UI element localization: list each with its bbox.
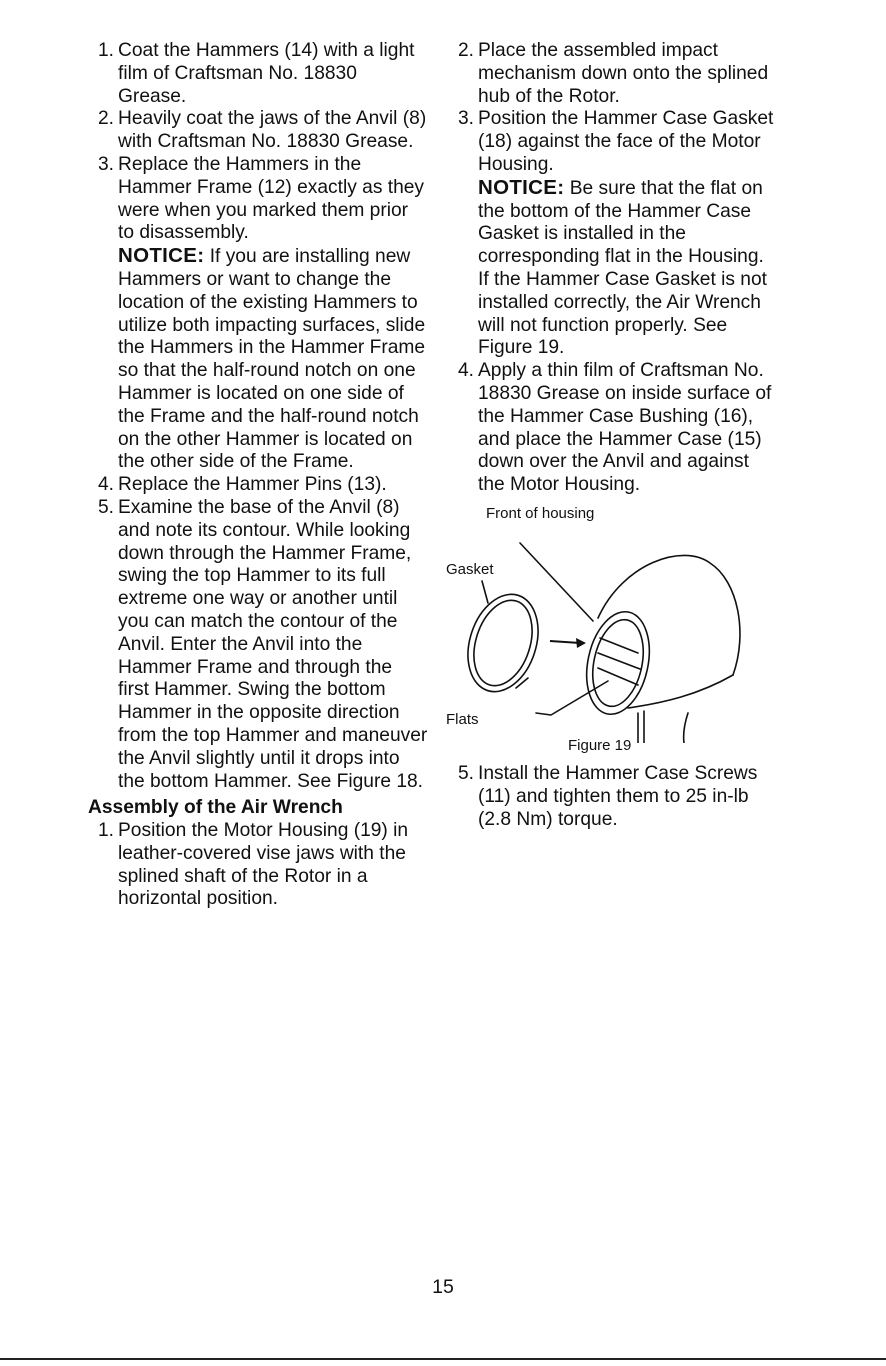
step-number: 2.	[457, 40, 474, 61]
step-number: 4.	[97, 474, 114, 496]
step-number: 3.	[457, 108, 474, 130]
step-number: 5.	[457, 762, 474, 784]
step-number: 2.	[97, 108, 114, 130]
notice-paragraph	[478, 177, 778, 360]
step-3-replace-hammers	[88, 154, 428, 474]
flats-callout-line	[536, 681, 608, 715]
gasket-callout-line	[482, 581, 488, 603]
label-gasket: Gasket	[446, 560, 494, 578]
step-5-install-screws	[448, 763, 778, 831]
vane-3	[598, 668, 638, 685]
step-number: 1.	[97, 40, 114, 61]
notice-text: If you are installing new Hammers or want to change the location of the existing Hammers to utilize both impacting surfaces, slide the Hammers in the Hammer Frame so that the half-round notch on one Hammer is located on one side of the Frame and the half-round notch on the other Hammer is located on the other side of the Frame.	[118, 246, 426, 473]
step-number: 1.	[97, 820, 114, 842]
figure-caption: Figure 19	[568, 736, 632, 754]
housing-top-contour	[598, 555, 740, 675]
housing-leg-right	[684, 713, 688, 743]
left-column	[88, 40, 428, 911]
gasket-flat	[516, 678, 528, 688]
step-text: Replace the Hammers in the Hammer Frame (12) exactly as they were when you marked them prior to disassembly.	[118, 153, 425, 244]
label-front-of-housing: Front of housing	[486, 504, 595, 522]
housing-face	[578, 606, 658, 720]
step-number: 4.	[457, 360, 474, 382]
page-number: 15	[432, 1276, 454, 1298]
step-number: 3.	[97, 153, 114, 175]
gasket-housing-illustration	[448, 503, 778, 743]
section-heading: Assembly of the Air Wrench	[88, 797, 343, 819]
step-text: Position the Motor Housing (19) in leather-covered vise jaws with the splined shaft of the Rotor in a horizontal position.	[118, 820, 409, 910]
step-3-position-gasket	[448, 108, 778, 360]
step-text: Position the Hammer Case Gasket (18) against the face of the Motor Housing.	[478, 108, 774, 175]
notice-label: NOTICE:	[478, 175, 565, 199]
gasket-inner	[464, 593, 543, 693]
step-text: Replace the Hammer Pins (13).	[118, 474, 387, 496]
notice-paragraph	[118, 245, 428, 474]
figure-19	[446, 503, 778, 754]
label-flats: Flats	[446, 710, 479, 728]
notice-label: NOTICE:	[118, 244, 205, 268]
step-2-coat-anvil	[88, 108, 428, 154]
step-text: Coat the Hammers (14) with a light film of Craftsman No. 18830 Grease.	[118, 40, 415, 107]
step-number: 5.	[97, 496, 114, 518]
vane-1	[600, 638, 638, 653]
step-1-coat-hammers	[88, 40, 428, 108]
step-text: Apply a thin film of Craftsman No. 18830 Grease on inside surface of the Hammer Case Bushing (16), and place the Hammer Case (15) down over the Anvil and against the Motor Housing.	[478, 360, 772, 496]
step-1-position-housing	[88, 820, 428, 911]
step-text: Place the assembled impact mechanism down onto the splined hub of the Rotor.	[478, 40, 769, 107]
front-callout-line	[520, 543, 593, 621]
direction-arrow	[550, 638, 586, 648]
step-2-place-mechanism	[448, 40, 778, 108]
notice-text: Be sure that the flat on the bottom of the Hammer Case Gasket is installed in the corresponding flat in the Housing. If the Hammer Case Gasket is not installed correctly, the Air Wrench will not function properly. See Figure 19.	[478, 177, 767, 359]
step-text: Install the Hammer Case Screws (11) and tighten them to 25 in-lb (2.8 Nm) torque.	[478, 762, 758, 830]
step-text: Heavily coat the jaws of the Anvil (8) with Craftsman No. 18830 Grease.	[118, 108, 427, 153]
housing-face-inner	[585, 615, 650, 711]
step-4-apply-grease	[448, 360, 778, 497]
bottom-divider	[0, 1358, 886, 1360]
vane-2	[598, 653, 640, 669]
step-text: Examine the base of the Anvil (8) and note its contour. While looking down through the Hammer Frame, swing the top Hammer to its full extreme one way or another until you can match the contour of the Anvil. Enter the Anvil into the Hammer Frame and through the first Hammer. Swing the bottom Hammer in the opposite direction from the top Hammer and maneuver the Anvil slightly until it drops into the bottom Hammer. See Figure 18.	[118, 496, 428, 792]
step-4-replace-pins	[88, 474, 428, 497]
right-column	[448, 40, 778, 831]
step-5-examine-anvil	[88, 497, 428, 793]
